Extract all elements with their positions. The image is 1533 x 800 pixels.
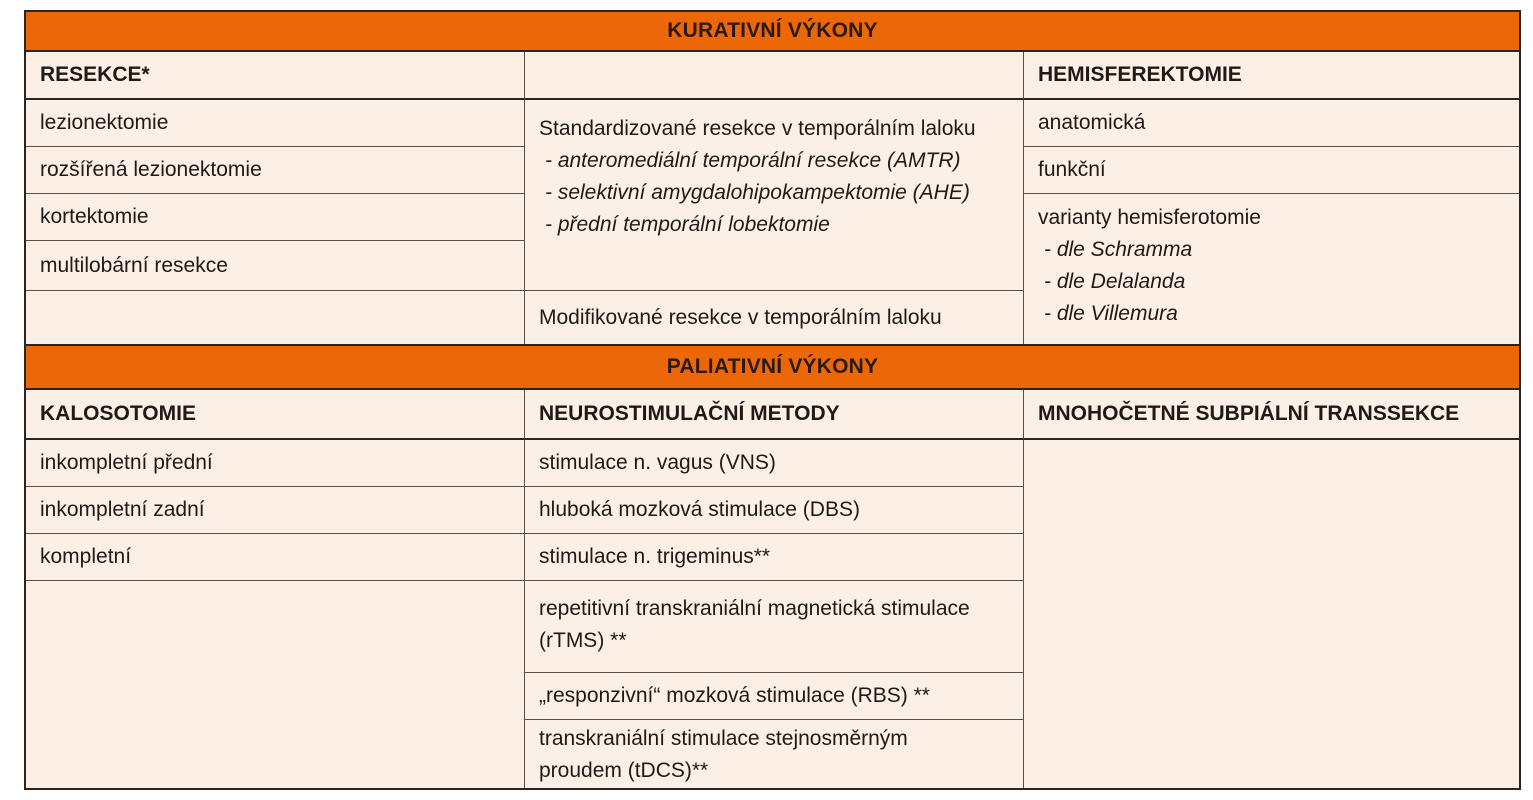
kalosotomie-item-label: inkompletní zadní	[40, 498, 205, 521]
resekce-empty-cell	[26, 291, 525, 344]
procedures-table	[24, 10, 1521, 790]
neuro-header	[525, 390, 1024, 440]
neuro-item-label: stimulace n. vagus (VNS)	[539, 451, 776, 474]
mst-header	[1024, 390, 1519, 440]
standard-temporal-item: - anteromediální temporální resekce (AMTR)	[545, 149, 961, 172]
kalosotomie-item	[26, 487, 525, 534]
kalosotomie-item	[26, 440, 525, 487]
resekce-item	[26, 241, 525, 291]
neuro-item-label: repetitivní transkraniální magnetická stimulace (rTMS) **	[539, 597, 970, 652]
variant-item: - dle Villemura	[1044, 302, 1178, 325]
mst-empty-cell	[1024, 440, 1519, 788]
standard-temporal-item: - selektivní amygdalohipokampektomie (AHE)	[545, 181, 970, 204]
neuro-item-label: hluboká mozková stimulace (DBS)	[539, 498, 860, 521]
mst-header-label: MNOHOČETNÉ SUBPIÁLNÍ TRANSSEKCE	[1038, 402, 1460, 425]
standard-temporal-resections	[525, 100, 1024, 291]
hemisferektomie-item	[1024, 147, 1519, 194]
hemisferektomie-header	[1024, 52, 1519, 100]
temporal-header-empty	[525, 52, 1024, 100]
kalosotomie-header-label: KALOSOTOMIE	[40, 402, 196, 425]
standard-temporal-title: Standardizované resekce v temporálním laloku	[539, 117, 976, 140]
variant-item: - dle Delalanda	[1044, 270, 1186, 293]
hemisferotomie-variants	[1024, 194, 1519, 344]
variants-title: varianty hemisferotomie	[1038, 206, 1261, 229]
hemisferektomie-header-label: HEMISFEREKTOMIE	[1038, 63, 1242, 86]
neuro-item-label: transkraniální stimulace stejnosměrným proudem (tDCS)**	[539, 727, 908, 782]
variant-item: - dle Schramma	[1044, 238, 1193, 261]
kalosotomie-item-label: kompletní	[40, 545, 132, 568]
palliative-header	[26, 344, 1519, 390]
resekce-item-label: rozšířená lezionektomie	[40, 158, 262, 181]
kalosotomie-item-label: inkompletní přední	[40, 451, 213, 474]
hemisferektomie-item-label: anatomická	[1038, 111, 1146, 134]
modified-temporal-label: Modifikované resekce v temporálním laloku	[539, 305, 942, 329]
neuro-item	[525, 440, 1024, 487]
neuro-item	[525, 720, 1024, 788]
neuro-item	[525, 487, 1024, 534]
neuro-item	[525, 534, 1024, 581]
neuro-item-label: stimulace n. trigeminus**	[539, 545, 771, 568]
palliative-title: PALIATIVNÍ VÝKONY	[666, 355, 879, 378]
hemisferektomie-item	[1024, 100, 1519, 147]
neuro-item	[525, 673, 1024, 720]
resekce-item-label: kortektomie	[40, 205, 149, 228]
resekce-item	[26, 194, 525, 241]
resekce-item-label: lezionektomie	[40, 111, 169, 134]
kalosotomie-header	[26, 390, 525, 440]
resekce-header	[26, 52, 525, 100]
neuro-header-label: NEUROSTIMULAČNÍ METODY	[539, 402, 840, 425]
neuro-item	[525, 581, 1024, 673]
curative-header	[26, 12, 1519, 52]
neuro-item-label: „responzivní“ mozková stimulace (RBS) **	[539, 684, 930, 707]
resekce-item	[26, 147, 525, 194]
resekce-item	[26, 100, 525, 147]
standard-temporal-item: - přední temporální lobektomie	[545, 213, 830, 236]
modified-temporal-resections	[525, 291, 1024, 344]
resekce-header-label: RESEKCE*	[40, 63, 150, 86]
kalosotomie-item	[26, 534, 525, 581]
resekce-item-label: multilobární resekce	[40, 253, 228, 277]
hemisferektomie-item-label: funkční	[1038, 158, 1106, 181]
curative-title: KURATIVNÍ VÝKONY	[667, 19, 878, 42]
kalosotomie-empty-cell	[26, 581, 525, 788]
